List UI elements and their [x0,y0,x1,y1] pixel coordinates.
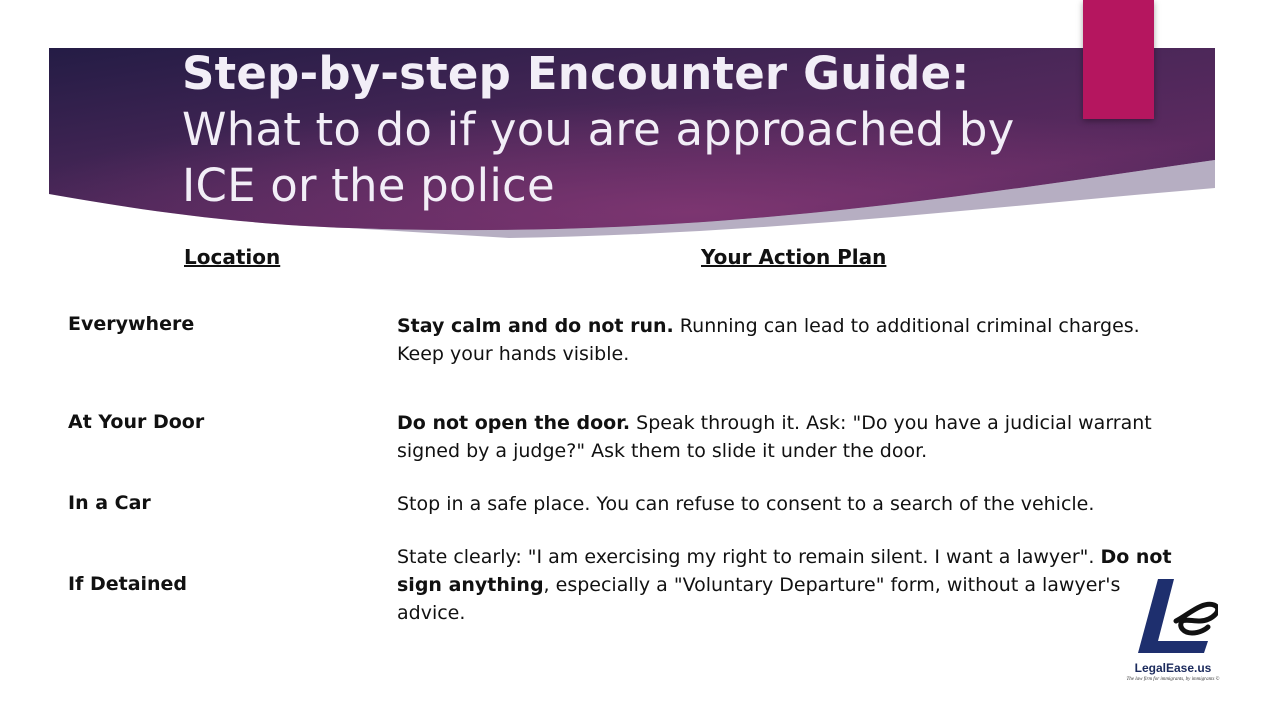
location-if-detained: If Detained [68,573,188,595]
action-plan-header: Your Action Plan [701,245,887,269]
logo-tagline: The law firm for immigrants, by immigrants © [1126,677,1220,682]
plan-detained-bold: Do not sign anything [397,546,1172,596]
location-in-a-car: In a Car [68,492,151,514]
slide-title-bold: Step-by-step Encounter Guide: [182,47,970,100]
location-everywhere: Everywhere [68,313,195,335]
location-header: Location [184,245,281,269]
plan-everywhere-text: Running can lead to additional criminal charges. Keep your hands visible. [397,315,1140,365]
plan-car-text: Stop in a safe place. You can refuse to consent to a search of the vehicle. [397,493,1095,515]
plan-at-your-door [397,409,1187,465]
location-at-your-door: At Your Door [68,411,205,433]
accent-bar [1083,0,1154,119]
plan-detained-text2: , especially a "Voluntary Departure" form, without a lawyer's advice. [397,574,1121,624]
slide-title [182,46,1082,214]
plan-door-bold: Do not open the door. [397,412,631,434]
plan-door-text: Speak through it. Ask: "Do you have a judicial warrant signed by a judge?" Ask them to slide it under the door. [397,412,1152,462]
le-monogram-icon [1128,575,1218,657]
slide-title-rest: What to do if you are approached by ICE or the police [182,103,1015,212]
legalease-logo [1118,575,1228,690]
plan-everywhere-bold: Stay calm and do not run. [397,315,674,337]
plan-in-a-car [397,490,1187,518]
plan-detained-text: State clearly: "I am exercising my right to remain silent. I want a lawyer". [397,546,1101,568]
plan-everywhere [397,312,1187,368]
plan-if-detained [397,543,1177,627]
logo-name: LegalEase.us [1134,661,1212,675]
